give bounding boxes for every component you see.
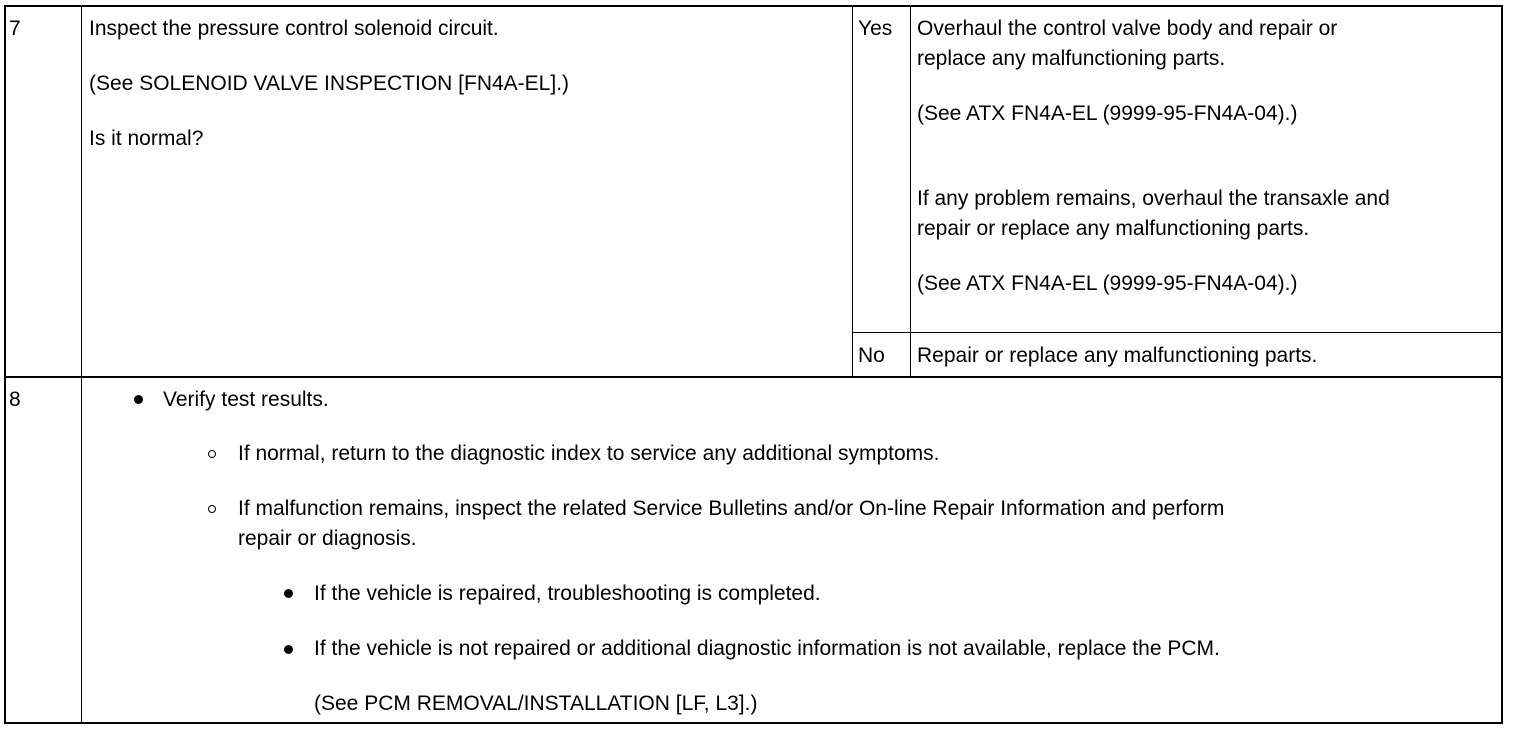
step8-subsubitem-reference: (See PCM REMOVAL/INSTALLATION [LF, L3].) (314, 692, 758, 715)
step8-subitem-text: If malfunction remains, inspect the related Service Bulletins and/or On-line Repair Information and perform (238, 497, 1225, 520)
yes-label: Yes (858, 17, 893, 40)
column-divider-result (910, 6, 911, 377)
no-label: No (858, 344, 885, 367)
step7-action-reference: (See SOLENOID VALVE INSPECTION [FN4A-EL].) (89, 72, 570, 95)
yes-result-reference: (See ATX FN4A-EL (9999-95-FN4A-04).) (917, 272, 1298, 295)
no-result-text: Repair or replace any malfunctioning parts. (917, 344, 1318, 367)
step8-subsubitem-text: If the vehicle is not repaired or additional diagnostic information is not available, replace the PCM. (314, 637, 1220, 660)
row-divider-yes-no (852, 332, 1502, 333)
step7-action-text: Inspect the pressure control solenoid circuit. (89, 17, 499, 40)
yes-result-line: If any problem remains, overhaul the transaxle and (917, 187, 1390, 210)
circle-bullet-icon (208, 450, 216, 458)
bullet-icon (284, 589, 293, 598)
yes-result-reference: (See ATX FN4A-EL (9999-95-FN4A-04).) (917, 102, 1298, 125)
step8-subitem-text: repair or diagnosis. (238, 527, 417, 550)
step7-question: Is it normal? (89, 127, 204, 150)
circle-bullet-icon (208, 505, 216, 513)
step8-subsubitem-text: If the vehicle is repaired, troubleshooting is completed. (314, 582, 821, 605)
yes-result-line: replace any malfunctioning parts. (917, 47, 1226, 70)
column-divider-action (852, 6, 853, 377)
bullet-icon (284, 645, 293, 654)
step8-bullet-text: Verify test results. (163, 388, 329, 411)
bullet-icon (134, 395, 143, 404)
row-divider-step8 (5, 376, 1502, 378)
step-number-7: 7 (9, 17, 21, 40)
step-number-8: 8 (9, 388, 21, 411)
yes-result-line: repair or replace any malfunctioning parts. (917, 217, 1310, 240)
yes-result-line: Overhaul the control valve body and repair or (917, 17, 1338, 40)
step8-subitem-text: If normal, return to the diagnostic index to service any additional symptoms. (238, 442, 940, 465)
column-divider-step (81, 6, 82, 723)
